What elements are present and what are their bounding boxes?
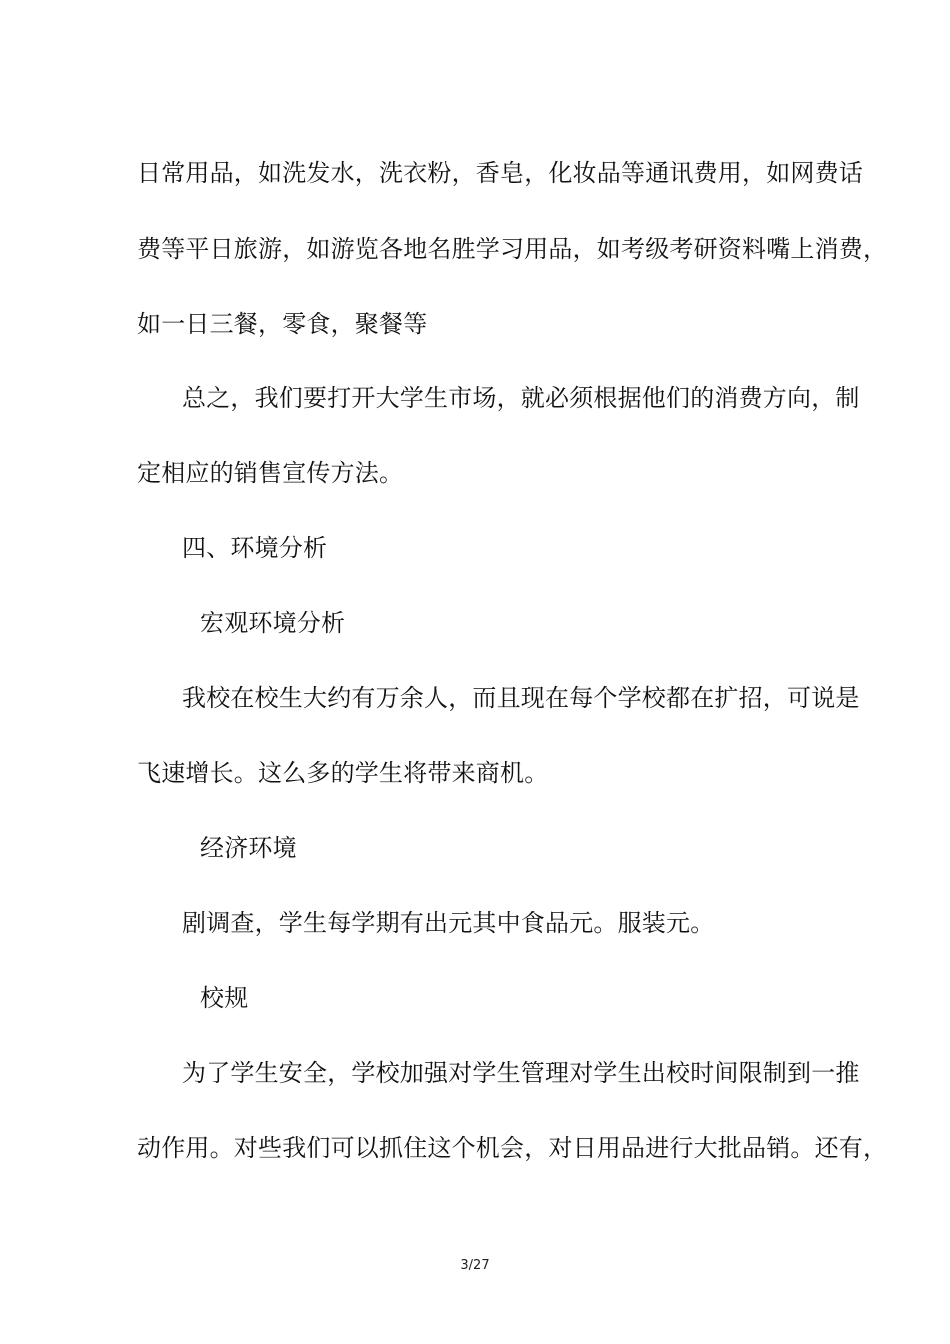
paragraph-line: 剧调查，学生每学期有出元其中食品元。服装元。 — [182, 909, 715, 937]
section-heading: 四、环境分析 — [182, 534, 328, 562]
paragraph-line: 总之，我们要打开大学生市场，就必须根据他们的消费方向，制 — [182, 384, 860, 412]
subsection-heading: 校规 — [200, 984, 249, 1012]
paragraph-line: 我校在校生大约有万余人，而且现在每个学校都在扩招，可说是 — [182, 684, 860, 712]
page-number: 3/27 — [460, 1258, 490, 1273]
paragraph-line: 飞速增长。这么多的学生将带来商机。 — [137, 759, 549, 787]
subsection-heading: 宏观环境分析 — [200, 609, 346, 637]
paragraph-line: 定相应的销售宣传方法。 — [137, 459, 404, 487]
subsection-heading: 经济环境 — [200, 834, 297, 862]
paragraph-line: 日常用品，如洗发水，洗衣粉，香皂，化妆品等通讯费用，如网费话 — [137, 159, 863, 187]
paragraph-line: 动作用。对些我们可以抓住这个机会，对日用品进行大批品销。还有， — [137, 1134, 888, 1162]
paragraph-line: 费等平日旅游，如游览各地名胜学习用品，如考级考研资料嘴上消费， — [137, 235, 888, 263]
paragraph-line: 为了学生安全，学校加强对学生管理对学生出校时间限制到一推 — [182, 1059, 860, 1087]
paragraph-line: 如一日三餐，零食，聚餐等 — [137, 310, 428, 338]
